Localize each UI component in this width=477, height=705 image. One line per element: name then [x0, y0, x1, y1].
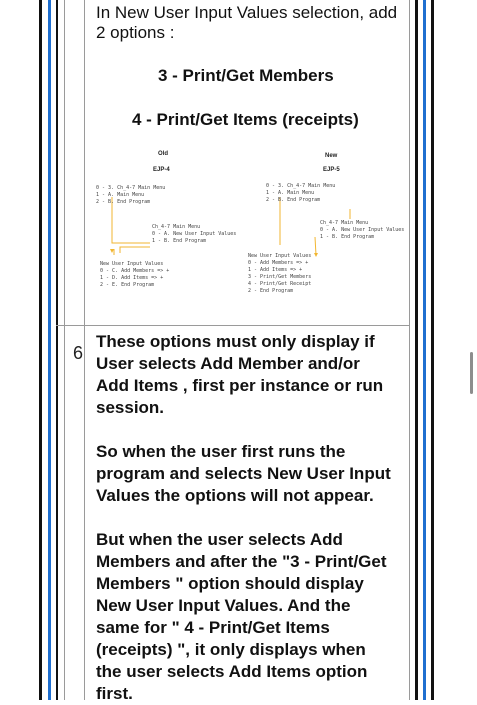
- diagram-new-title: New: [325, 153, 338, 159]
- old-main-menu-block: 0 - 3. Ch_4-7 Main Menu 1 - A. Main Menu 2 - B. End Program: [96, 185, 166, 205]
- diagram-new-subtitle: EJP-5: [323, 167, 340, 173]
- text-line: These options must only display if: [96, 332, 375, 351]
- option-3-heading: 3 - Print/Get Members: [158, 66, 334, 85]
- text-line: first.: [96, 684, 133, 703]
- border-line-blue: [48, 0, 51, 700]
- text-line: Values the options will not appear.: [96, 486, 374, 505]
- row-description: [96, 331, 408, 705]
- border-line-black: [415, 0, 418, 700]
- intro-line-2: 2 options :: [96, 23, 175, 42]
- border-line-black: [56, 0, 58, 700]
- paragraph-1: [96, 331, 408, 419]
- vertical-scrollbar[interactable]: [470, 352, 473, 394]
- menu-diagram-image: [90, 145, 406, 315]
- row-number: 6: [73, 343, 84, 363]
- row-divider: [56, 325, 410, 326]
- text-line: the user selects Add Items option: [96, 662, 368, 681]
- text-line: User selects Add Member and/or: [96, 354, 360, 373]
- intro-line-1: In New User Input Values selection, add: [96, 3, 398, 22]
- paragraph-3: [96, 529, 408, 705]
- text-line: But when the user selects Add: [96, 530, 343, 549]
- old-new-user-block: New User Input Values 0 - C. Add Members => + 1 - D. Add Items => + 2 - E. End Program: [100, 261, 170, 288]
- text-line: same for " 4 - Print/Get Items: [96, 618, 330, 637]
- border-line-gray: [64, 0, 65, 700]
- text-line: program and selects New User Input: [96, 464, 391, 483]
- border-line-black: [39, 0, 42, 700]
- text-line: session.: [96, 398, 165, 417]
- paragraph-2: [96, 441, 408, 507]
- text-line: Members " option should display: [96, 574, 364, 593]
- text-line: New User Input Values. And the: [96, 596, 351, 615]
- diagram-old-subtitle: EJP-4: [153, 167, 170, 173]
- new-main-menu-block: 0 - 3. Ch_4-7 Main Menu 1 - A. Main Menu 2 - B. End Program: [266, 183, 336, 203]
- option-4-heading: 4 - Print/Get Items (receipts): [132, 110, 359, 129]
- border-line-black: [431, 0, 434, 700]
- old-ch47-menu-block: Ch_4-7 Main Menu 0 - A. New User Input Values 1 - B. End Program: [152, 224, 237, 244]
- diagram-old-title: Old: [158, 151, 168, 157]
- text-line: (receipts) ", it only displays when: [96, 640, 366, 659]
- border-line-blue: [423, 0, 426, 700]
- text-line: Add Items , first per instance or run: [96, 376, 384, 395]
- text-line: So when the user first runs the: [96, 442, 346, 461]
- new-ch47-menu-block: Ch_4-7 Main Menu 0 - A. New User Input Values 1 - B. End Program: [320, 220, 405, 240]
- text-line: Members and after the "3 - Print/Get: [96, 552, 387, 571]
- new-new-user-block: New User Input Values 0 - Add Members => + 1 - Add Items => + 3 - Print/Get Members 4 - Print/Get Receipt 2 - End Program: [248, 253, 312, 294]
